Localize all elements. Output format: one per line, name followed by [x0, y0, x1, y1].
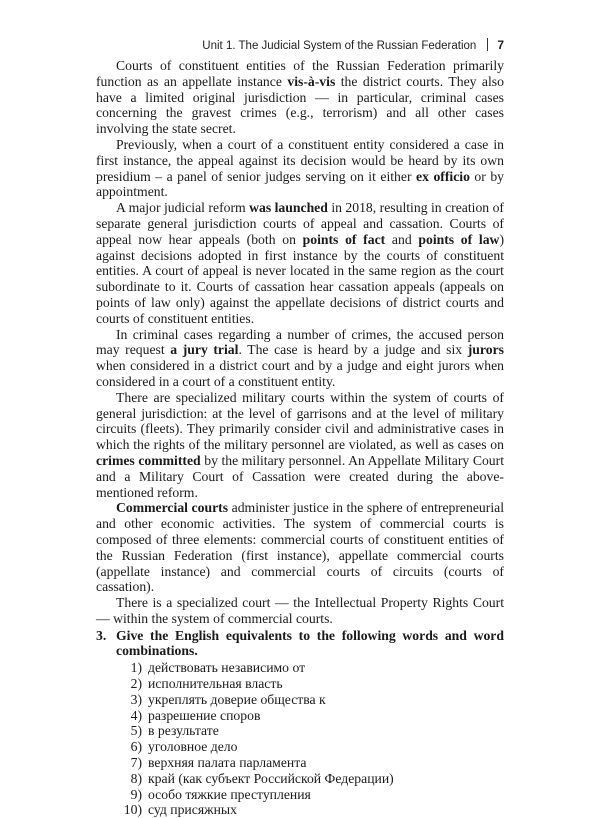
- text-run: by the military personnel. An Appellate Military Court and a Military Court of Cassation were created during the above-mentioned reform.: [96, 452, 504, 500]
- running-title: Unit 1. The Judicial System of the Russian Federation: [202, 40, 477, 52]
- body-text: [96, 58, 504, 818]
- key-term: a jury trial: [170, 342, 239, 358]
- text-run: administer justice in the sphere of entrepreneurial and other economic activities. The system of commercial courts is composed of three elements: commercial courts of constituent entities of the Russian Federation (first instance), appellate commercial courts (appellate instance) and commercial courts of circuits (courts of cassation).: [96, 500, 504, 595]
- paragraph: [96, 327, 504, 390]
- item-number: 1): [130, 660, 142, 676]
- item-number: 4): [130, 707, 142, 723]
- text-run: and: [385, 231, 419, 247]
- list-item: [96, 676, 504, 692]
- item-text: край (как субъект Российской Федерации): [148, 770, 394, 786]
- item-text: разрешение споров: [148, 707, 261, 723]
- key-term: points of law: [418, 231, 500, 247]
- paragraph: [96, 200, 504, 326]
- text-run: the district courts. They also have a limited original jurisdiction — in particular, criminal cases concerning the gravest crimes (e.g., terrorism) and all other cases involving the state secret.: [96, 73, 504, 137]
- text-run: . The case is heard by a judge and six: [238, 342, 468, 358]
- key-term: was launched: [249, 200, 328, 216]
- item-text: укреплять доверие общества к: [148, 691, 326, 707]
- item-number: 3): [130, 691, 142, 707]
- list-item: [96, 755, 504, 771]
- key-term: ex officio: [416, 168, 470, 184]
- vocabulary-list: [96, 660, 504, 818]
- paragraph: [96, 137, 504, 200]
- header-divider: [487, 38, 488, 51]
- paragraph: [96, 58, 504, 137]
- item-text: в результате: [148, 723, 219, 739]
- item-number: 5): [130, 723, 142, 739]
- item-text: верхняя палата парламента: [148, 755, 307, 771]
- text-run: Previously, when a court of a constituent entity considered a case in first instance, the appeal against its decision would be heard by its own presidium – a panel of senior judges serving on it either: [96, 136, 504, 184]
- item-number: 2): [130, 676, 142, 692]
- exercise-instruction: Give the English equivalents to the following words and word combinations.: [116, 627, 504, 659]
- paragraphs: [96, 58, 504, 627]
- item-text: особо тяжкие преступления: [148, 786, 311, 802]
- item-number: 8): [130, 770, 142, 786]
- text-run: or by appointment.: [96, 168, 505, 200]
- text-run: A major judicial reform: [116, 200, 250, 216]
- text-run: ) against decisions adopted in first instance by the courts of constituent entities. A court of appeal is never located in the same region as the court subordinate to it. Courts of cassation hear cassation appeals (appeals on points of law only) against the appellate decisions of district courts and courts of constituent entities.: [96, 231, 504, 326]
- paragraph: [96, 595, 504, 627]
- text-run: when considered in a district court and by a judge and eight jurors when considered in a court of a constituent entity.: [96, 358, 504, 389]
- paragraph: [96, 500, 504, 595]
- key-term: jurors: [467, 342, 504, 358]
- item-text: исполнительная власть: [148, 676, 283, 692]
- list-item: [96, 787, 504, 803]
- paragraph: [96, 390, 504, 501]
- item-text: действовать независимо от: [148, 660, 306, 676]
- item-number: 10): [123, 802, 142, 818]
- list-item: [96, 802, 504, 818]
- item-text: суд присяжных: [148, 802, 237, 818]
- text-run: In criminal cases regarding a number of crimes, the accused person may request: [96, 326, 504, 358]
- list-item: [96, 723, 504, 739]
- key-term: vis-à-vis: [287, 73, 336, 89]
- text-run: Courts of constituent entities of the Russian Federation primarily function as an appellate instance: [96, 58, 504, 89]
- page-number: 7: [497, 38, 504, 52]
- exercise-number: 3.: [96, 627, 107, 643]
- item-number: 6): [130, 739, 142, 755]
- text-run: There is a specialized court — the Intellectual Property Rights Court — within the system of commercial courts.: [96, 595, 504, 626]
- list-item: [96, 708, 504, 724]
- item-number: 7): [130, 755, 142, 771]
- list-item: [96, 692, 504, 708]
- item-text: уголовное дело: [148, 739, 238, 755]
- list-item: [96, 771, 504, 787]
- key-term: Commercial courts: [116, 500, 229, 516]
- list-item: [96, 660, 504, 676]
- item-number: 9): [130, 786, 142, 802]
- key-term: crimes committed: [96, 452, 201, 468]
- exercise-heading: [96, 628, 504, 660]
- running-header: [96, 38, 504, 52]
- text-run: in 2018, resulting in creation of separate general jurisdiction courts of appeal and cassation. Courts of appeal now hear appeals (both on: [96, 200, 504, 247]
- text-run: There are specialized military courts within the system of courts of general jurisdiction: at the level of garrisons and at the level of military circuits (fleets). They primarily consider civil and administrative cases in which the rights of the military personnel are violated, as well as cases on: [96, 389, 504, 453]
- key-term: points of fact: [302, 231, 386, 247]
- list-item: [96, 739, 504, 755]
